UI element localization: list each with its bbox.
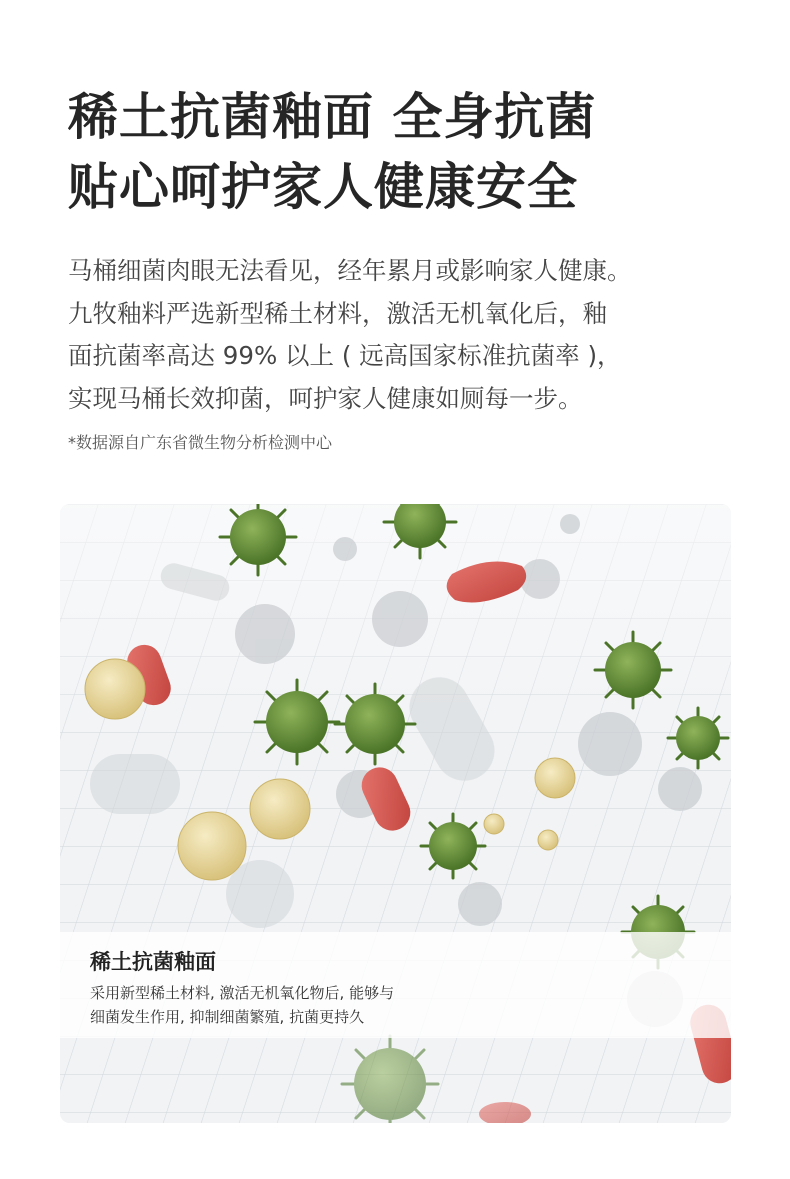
caption-title: 稀土抗菌釉面	[90, 950, 216, 974]
antibacterial-illustration	[60, 504, 731, 1123]
caption-panel	[60, 932, 731, 1038]
headline-line-2: 贴心呵护家人健康安全	[68, 158, 578, 216]
headline-line-1: 稀土抗菌釉面 全身抗菌	[68, 88, 597, 146]
caption-line-2: 细菌发生作用, 抑制细菌繁殖, 抗菌更持久	[90, 1008, 365, 1026]
description-line-2: 九牧釉料严选新型稀土材料，激活无机氧化后，釉	[68, 298, 607, 328]
caption-line-1: 采用新型稀土材料, 激活无机氧化物后, 能够与	[90, 984, 395, 1002]
data-source-footnote: *数据源自广东省微生物分析检测中心	[68, 433, 333, 452]
description-line-1: 马桶细菌肉眼无法看见，经年累月或影响家人健康。	[68, 256, 632, 285]
description	[68, 250, 748, 420]
description-line-4: 实现马桶长效抑菌，呵护家人健康如厕每一步。	[68, 383, 583, 413]
description-line-3: 面抗菌率高达 99% 以上 ( 远高国家标准抗菌率 )，	[68, 341, 622, 370]
headline	[68, 82, 758, 222]
